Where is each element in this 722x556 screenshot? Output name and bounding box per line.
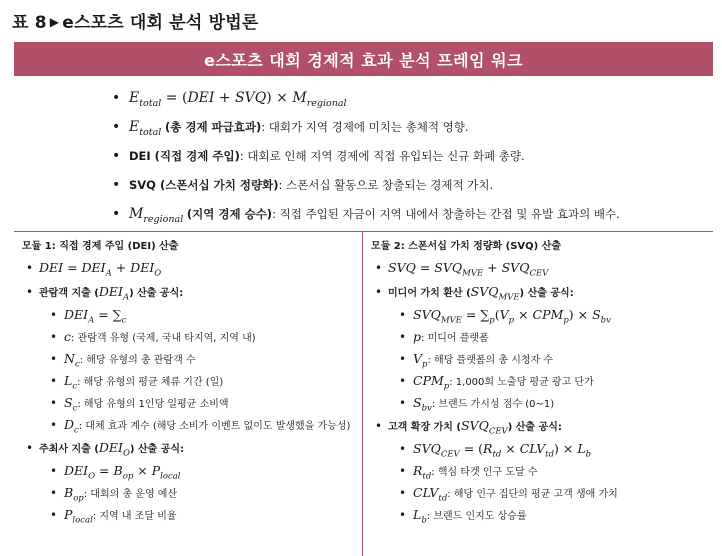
svq-formula-item	[371, 256, 711, 280]
var-clv: $CLV_{td}$	[413, 485, 448, 504]
var-cpm-desc: : 1,000회 노출당 평균 광고 단가	[449, 377, 594, 388]
multiplier-item	[112, 200, 712, 229]
var-lc-item	[22, 370, 358, 392]
media-value-heading	[371, 280, 711, 304]
var-bop-desc: : 대회의 총 운영 예산	[83, 489, 178, 500]
dei-label: DEI (직접 경제 주입)	[129, 149, 240, 163]
var-plocal-item	[22, 504, 358, 526]
var-rtd: $R_{td}$	[413, 463, 432, 482]
triangle-right-icon: ▶	[49, 15, 60, 29]
framework-summary-list	[112, 84, 712, 229]
var-p: p	[413, 329, 422, 344]
caption-text: e스포츠 대회 분석 방법론	[62, 13, 259, 33]
deia-formula: $DEI_A = \sum_c$	[64, 307, 127, 326]
var-cpm: $CPM_p$	[413, 373, 450, 392]
caption-prefix: 표 8	[12, 13, 47, 33]
mve-formula-item	[371, 304, 711, 326]
var-bop: $B_{op}$	[64, 485, 84, 504]
host-spend-heading	[22, 436, 358, 460]
cust-label-a: 고객 확장 가치 (	[388, 422, 461, 433]
module-1-list	[22, 256, 358, 526]
var-vp-desc: : 해당 플랫폼의 총 시청자 수	[427, 355, 554, 366]
var-lb: $L_b$	[413, 507, 427, 526]
mve-formula: $SVQ_{MVE} = \sum_p(V_p \times CPM_p) \times S_{bv}$	[413, 307, 611, 326]
multiplier-label: (지역 경제 승수)	[186, 207, 273, 221]
module-1-panel	[22, 238, 358, 526]
dei-formula: DEI = $DEI_A + DEI_O$	[39, 260, 162, 279]
var-sc-desc: : 해당 유형의 1인당 일평균 소비액	[77, 399, 229, 410]
var-p-item	[371, 326, 711, 348]
cust-label-b: ) 산출 공식:	[507, 422, 562, 433]
customer-value-heading	[371, 414, 711, 438]
var-c: c	[64, 329, 72, 344]
host-label-a: 주최사 지출 (	[39, 444, 99, 455]
media-label-a: 미디어 가치 환산 (	[388, 288, 471, 299]
var-dc: $D_c$	[64, 417, 79, 436]
deia-formula-item	[22, 304, 358, 326]
var-vp-item	[371, 348, 711, 370]
visitor-spend-heading	[22, 280, 358, 304]
var-p-desc: : 미디어 플랫폼	[421, 333, 489, 344]
var-sbv-item	[371, 392, 711, 414]
var-lb-item	[371, 504, 711, 526]
framework-banner	[14, 42, 713, 76]
var-lc: $L_c$	[64, 373, 78, 392]
svq-formula: SVQ = $SVQ_{MVE} + SVQ_{CEV}$	[388, 260, 549, 279]
deio-symbol: $DEI_O$	[98, 440, 130, 459]
cev-formula: $SVQ_{CEV} = (R_{td} \times CLV_{td}) \times L_b$	[413, 441, 592, 460]
var-clv-item	[371, 482, 711, 504]
cev-formula-item	[371, 438, 711, 460]
var-sbv-desc: : 브랜드 가시성 점수 (0~1)	[431, 399, 555, 410]
var-bop-item	[22, 482, 358, 504]
host-label-b: ) 산출 공식:	[129, 444, 185, 455]
svq-item	[112, 171, 712, 200]
dei-desc: : 대회로 인해 지역 경제에 직접 유입되는 신규 화폐 총량.	[239, 149, 525, 163]
var-lb-desc: : 브랜드 인지도 상승률	[426, 511, 527, 522]
module-1-title: 모듈 1: 직접 경제 주입 (DEI) 산출	[22, 241, 179, 252]
svqmve-symbol: $SVQ_{MVE}$	[470, 284, 520, 303]
var-rtd-desc: : 핵심 타겟 인구 도달 수	[431, 467, 538, 478]
deia-symbol: $DEI_A$	[98, 284, 130, 303]
dei-item	[112, 142, 712, 171]
total-effect-desc: : 대회가 지역 경제에 미치는 총체적 영향.	[261, 120, 469, 134]
var-dc-desc: : 대체 효과 계수 (해당 소비가 이벤트 없이도 발생했을 가능성)	[78, 421, 351, 432]
etotal-symbol: $E_{total}$	[129, 119, 162, 138]
visitor-label-b: ) 산출 공식:	[129, 288, 184, 299]
total-formula-item	[112, 84, 712, 113]
var-nc-desc: : 해당 유형의 총 관람객 수	[79, 355, 196, 366]
media-label-b: ) 산출 공식:	[519, 288, 574, 299]
svq-label: SVQ (스폰서십 가치 정량화)	[129, 178, 279, 192]
module-2-title: 모듈 2: 스폰서십 가치 정량화 (SVQ) 산출	[371, 241, 562, 252]
var-cpm-item	[371, 370, 711, 392]
table-caption	[12, 8, 259, 32]
var-plocal-desc: : 지역 내 조달 비율	[92, 511, 177, 522]
total-effect-label: (총 경제 파급효과)	[164, 120, 262, 134]
module-2-panel	[371, 238, 711, 526]
module-2-list	[371, 256, 711, 526]
svq-desc: : 스폰서십 활동으로 창출되는 경제적 가치.	[278, 178, 494, 192]
var-sc-item	[22, 392, 358, 414]
svqcev-symbol: $SVQ_{CEV}$	[460, 418, 508, 437]
deio-formula: $DEI_O = B_{op} \times P_{local}$	[64, 463, 181, 482]
var-sc: $S_c$	[64, 395, 78, 414]
var-clv-desc: : 해당 인구 집단의 평균 고객 생애 가치	[447, 489, 618, 500]
total-effect-item	[112, 113, 712, 142]
total-formula: $E_{total} = (DEI + SVQ) \times M_{regional}$	[129, 90, 347, 109]
var-nc-item	[22, 348, 358, 370]
var-rtd-item	[371, 460, 711, 482]
module-divider	[362, 232, 363, 556]
banner-title: e스포츠 대회 경제적 효과 분석 프레임 워크	[203, 50, 524, 70]
var-nc: $N_c$	[64, 351, 80, 370]
section-divider	[14, 231, 713, 232]
var-c-desc: : 관람객 유형 (국제, 국내 타지역, 지역 내)	[71, 333, 256, 344]
var-vp: $V_p$	[413, 351, 428, 370]
mregional-symbol: $M_{regional}$	[129, 206, 184, 225]
multiplier-desc: : 직접 주입된 자금이 지역 내에서 창출하는 간접 및 유발 효과의 배수.	[272, 207, 620, 221]
var-sbv: $S_{bv}$	[413, 395, 432, 414]
dei-formula-item	[22, 256, 358, 280]
var-plocal: $P_{local}$	[64, 507, 93, 526]
deio-formula-item	[22, 460, 358, 482]
var-lc-desc: : 해당 유형의 평균 체류 기간 (일)	[77, 377, 224, 388]
visitor-label-a: 관람객 지출 (	[39, 288, 99, 299]
var-c-item	[22, 326, 358, 348]
var-dc-item	[22, 414, 358, 436]
